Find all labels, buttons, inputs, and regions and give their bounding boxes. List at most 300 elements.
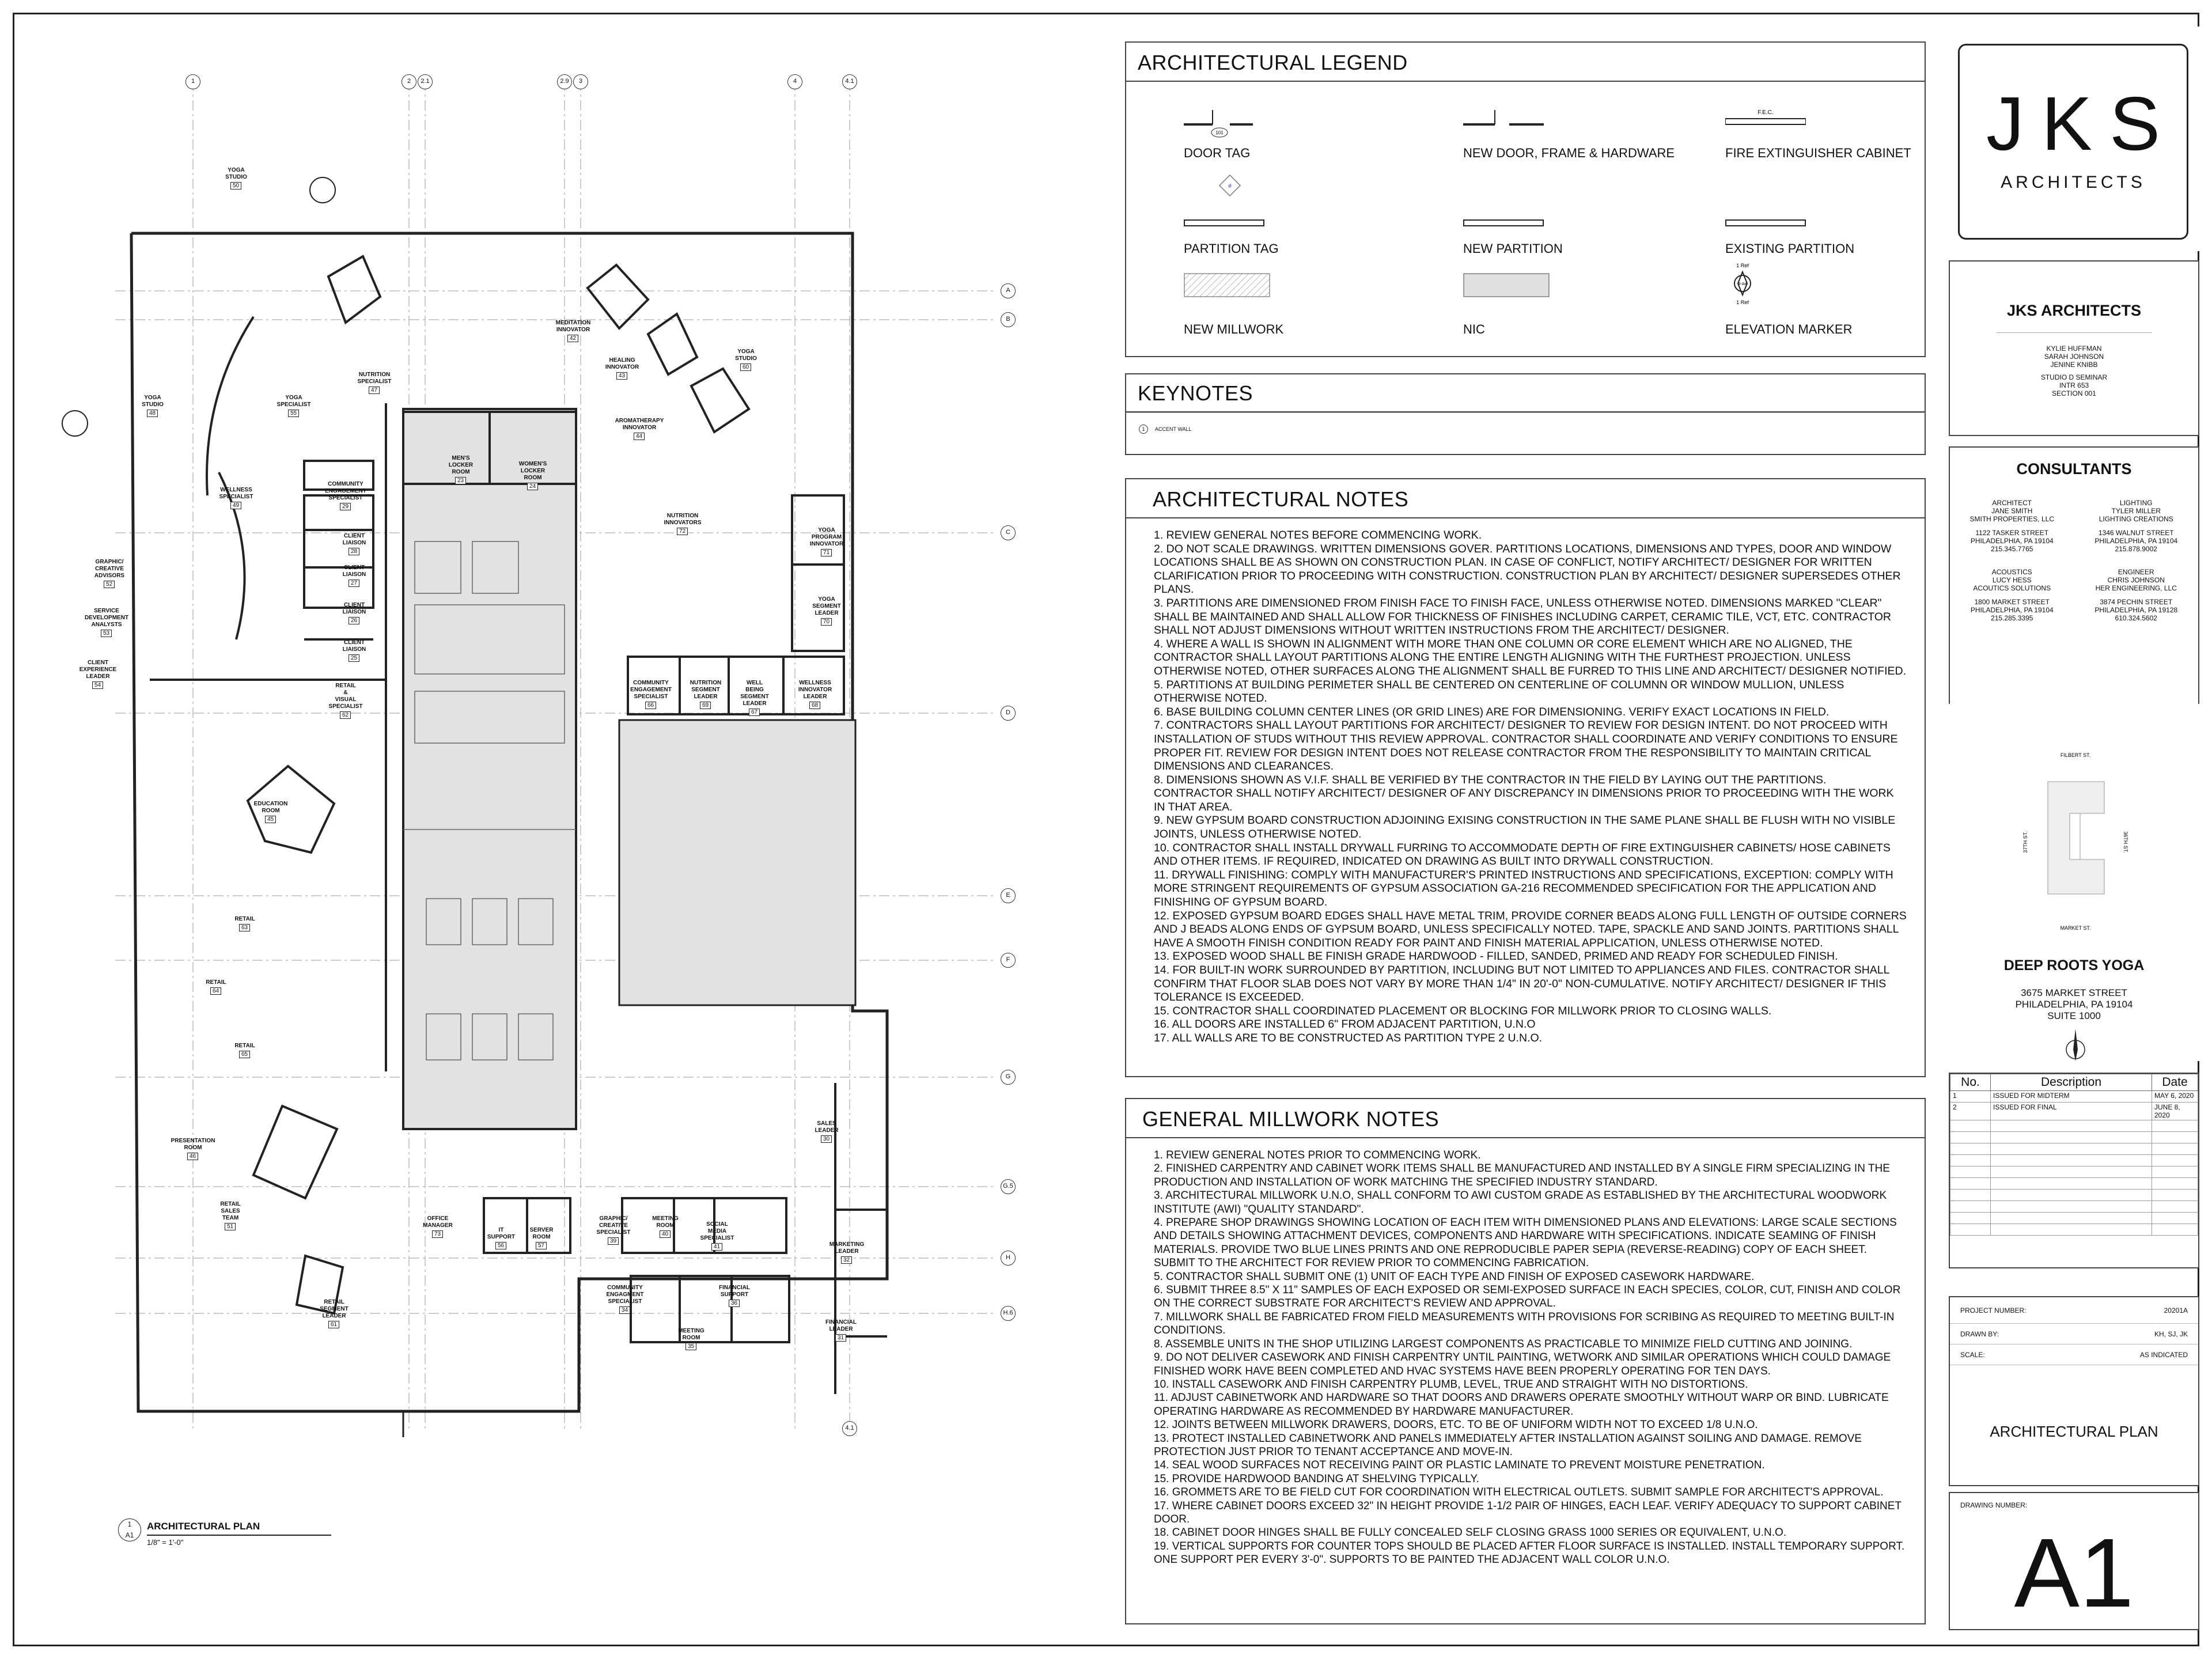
street-south: MARKET ST. (2060, 925, 2091, 931)
keynotes-header (1125, 373, 1926, 412)
consultant-role: LIGHTING (2119, 499, 2153, 507)
room-number: 61 (328, 1321, 339, 1328)
consultant-name: LUCY HESS (1992, 576, 2032, 584)
note-item: 2. FINISHED CARPENTRY AND CABINET WORK ITEMS SHALL BE MANUFACTURED AND INSTALLED BY A SINGLE FIRM SPECIALIZING IN THE PRODUCTION AND INSTALLATION OF WORK MATCHING THE SPECIFIED INDUSTRY STANDARD. (1154, 1162, 1890, 1188)
revision-cell (2152, 1166, 2198, 1178)
room-label: WELLNESS SPECIALIST (219, 487, 253, 500)
room-label: PRESENTATION ROOM (171, 1138, 215, 1151)
revision-cell (1950, 1213, 1991, 1224)
revision-cell (1991, 1120, 2152, 1132)
consultant-entry (1950, 568, 2074, 622)
millwork-notes-list (1126, 1138, 1925, 1573)
revision-cell (1950, 1166, 1991, 1178)
room-label: MEETING ROOM (678, 1328, 704, 1341)
legend-label: FIRE EXTINGUISHER CABINET (1725, 146, 1911, 160)
room-label: HEALING INNOVATOR (605, 357, 639, 370)
room-label: AROMATHERAPY INNOVATOR (615, 418, 664, 431)
room-number: 36 (729, 1300, 740, 1307)
revision-cell (2152, 1155, 2198, 1166)
room-label: CLIENT LIAISON (342, 533, 366, 546)
room-label: RETAIL (234, 916, 255, 922)
legend-label: NEW MILLWORK (1184, 322, 1284, 336)
room-label: MEETING ROOM (652, 1215, 679, 1229)
keynote-number: 1 (1139, 425, 1148, 434)
legend-label: NEW DOOR, FRAME & HARDWARE (1463, 146, 1675, 160)
revision-cell (1991, 1190, 2152, 1201)
note-item: 4. PREPARE SHOP DRAWINGS SHOWING LOCATION OF EACH ITEM WITH DIMENSIONED PLANS AND ELEVATIONS: LARGE SCALE SECTIONS AND DETAILS SHOWING ATTACHMENT DEVICES, COMPONENTS AND HARDWARE WITH SPECIFICATIONS. INDICATE SEAMING OF FINISH MATERIALS. PROVIDE TWO BLUE LINES PRINTS AND ONE REPRODUCIBLE PAPER SEPIA (REVERSE-READING) COPY OF EACH SHEET. SUBMIT TO THE ARCHITECT FOR REVIEW PRIOR TO COMMENCING FABRICATION. (1154, 1217, 1897, 1270)
room-number: 62 (340, 711, 351, 719)
note-item: 5. CONTRACTOR SHALL SUBMIT ONE (1) UNIT OF EACH TYPE AND FINISH OF EXPOSED CASEWORK HARDWARE. (1154, 1270, 1755, 1283)
room-number: 55 (288, 410, 299, 417)
revision-cell: 2 (1950, 1103, 1991, 1120)
revision-cell (2152, 1224, 2198, 1236)
room-label: RETAIL & VISUAL SPECIALIST (328, 683, 363, 710)
revision-row (1950, 1132, 2198, 1143)
room-label: YOGA PROGRAM INNOVATOR (809, 527, 844, 547)
legend-label: ELEVATION MARKER (1725, 322, 1853, 336)
millwork-notes (1125, 1098, 1926, 1624)
project-number-row (1950, 1297, 2198, 1324)
room-number: 69 (700, 702, 711, 709)
revision-cell (1950, 1201, 1991, 1213)
room-number: 44 (634, 433, 645, 440)
room-label: NUTRITION INNOVATORS (664, 513, 702, 526)
elevation-ref-mid: #-A# (1738, 282, 1747, 286)
new-door-symbol (1463, 107, 1544, 130)
grid-bubble-col: 2 (402, 74, 416, 89)
consultant-city: PHILADELPHIA, PA 19104 (1970, 606, 2054, 614)
consultant-company: SMITH PROPERTIES, LLC (1969, 515, 2054, 523)
consultant-company: HER ENGINEERING, LLC (2095, 584, 2177, 592)
drawn-by: KH, SJ, JK (2154, 1330, 2188, 1338)
scale-label: SCALE: (1960, 1350, 1985, 1359)
course-line: STUDIO D SEMINAR (2040, 373, 2108, 381)
grid-bubble-row: H (1001, 1251, 1016, 1266)
room-number: 54 (92, 681, 103, 689)
note-item: 5. PARTITIONS AT BUILDING PERIMETER SHALL BE CENTERED ON CENTERLINE OF COLUMNN OR WINDOW MULLION, UNLESS OTHERWISE NOTED. (1154, 678, 1844, 705)
room-number: 72 (677, 528, 688, 535)
room-number: 53 (101, 630, 112, 637)
note-item: 15. PROVIDE HARDWOOD BANDING AT SHELVING TYPICALLY. (1154, 1472, 1479, 1485)
room-number: 68 (809, 702, 820, 709)
note-item: 1. REVIEW GENERAL NOTES PRIOR TO COMMENCING WORK. (1154, 1149, 1481, 1161)
revision-cell: MAY 6, 2020 (2152, 1091, 2198, 1103)
grid-bubble-row: D (1001, 706, 1016, 721)
room-number: 56 (495, 1242, 506, 1249)
site-key-plan (2018, 750, 2133, 934)
room-label: WOMEN'S LOCKER ROOM (518, 461, 547, 481)
project-address: SUITE 1000 (2047, 1010, 2101, 1021)
room-label: SERVER ROOM (529, 1227, 554, 1240)
grid-bubble-row: F (1001, 953, 1016, 968)
revision-cell (1950, 1190, 1991, 1201)
note-item: 17. WHERE CABINET DOORS EXCEED 32" IN HEIGHT PROVIDE 1-1/2 PAIR OF HINGES, EACH LEAF. VERIFY ADEQUACY TO SUPPORT CABINET DOOR. (1154, 1499, 1902, 1525)
consultant-street: 1800 MARKET STREET (1974, 598, 2050, 606)
revision-cell (2152, 1178, 2198, 1190)
room-number: 67 (749, 709, 760, 716)
revision-cell (1950, 1178, 1991, 1190)
note-item: 19. VERTICAL SUPPORTS FOR COUNTER TOPS SHOULD BE PLACED AFTER FLOOR SURFACE IS INSTALLED. INSTALL TEMPORARY SUPPORT. ONE SUPPORT PER EVERY 3'-0". SUPPORTS TO BE PAINTED THE ADJACENT WALL COLOR U.N.O. (1154, 1540, 1905, 1566)
room-number: 30 (821, 1135, 832, 1143)
revision-block (1949, 1073, 2199, 1268)
note-item: 11. ADJUST CABINETWORK AND HARDWARE SO THAT DOORS AND DRAWERS OPERATE SMOOTHLY WITHOUT WARP OR BIND. LUBRICATE OPERATING HARDWARE AS RECOMMENDED BY HARDWARE MANUFACTURER. (1154, 1392, 1889, 1418)
legend-label: PARTITION TAG (1184, 241, 1279, 256)
note-item: 3. PARTITIONS ARE DIMENSIONED FROM FINISH FACE TO FINISH FACE, UNLESS OTHERWISE NOTED. DIMENSIONS MARKED "CLEAR" SHALL BE MAINTAINED AND SHALL ALLOW FOR THICKNESS OF FINISHES INCLUDING CARPET, CERAMIC TILE, VCT, ETC. CONTRACTOR SHALL NOT ADJUST DIMENSIONS WITHOUT WRITTEN INSTRUCTIONS FROM THE ARCHITECT/ DESIGNER. (1154, 596, 1892, 637)
room-label: RETAIL SEGMENT LEADER (320, 1299, 349, 1319)
legend-label: NEW PARTITION (1463, 241, 1563, 256)
room-label: CLIENT LIAISON (342, 602, 366, 615)
rev-header: Date (2152, 1074, 2198, 1091)
room-number: 57 (536, 1242, 547, 1249)
note-item: 12. JOINTS BETWEEN MILLWORK DRAWERS, DOORS, ETC. TO BE OF UNIFORM WIDTH NOT TO EXCEED 1/8 U.N.O. (1154, 1419, 1758, 1431)
room-number: 29 (340, 503, 351, 510)
revision-cell (2152, 1190, 2198, 1201)
course-line: INTR 653 (2059, 381, 2089, 389)
room-label: CLIENT LIAISON (342, 565, 366, 578)
arch-notes-title: ARCHITECTURAL NOTES (1126, 479, 1925, 518)
partition-tag-number: # (1228, 183, 1232, 190)
street-east: 36TH ST. (2123, 831, 2128, 853)
note-item: 4. WHERE A WALL IS SHOWN IN ALIGNMENT WITH MORE THAN ONE COLUMN OR CORE ELEMENT WHICH ARE NO ALIGNED, THE CONTRACTOR SHALL LAYOUT PARTITIONS ALONG THE ENTIRE LENGTH ALIGNING WITH THE FURTHEST PROJECTION. UNLESS OTHERWISE NOTED, OTHER SURFACES ALONG THE ALIGNMENT SHALL BE FURRED TO THIS LINE AND ARCHITECT/ DESIGNER NOTIFIED. (1154, 637, 1907, 677)
grid-bubble-row: C (1001, 525, 1016, 540)
street-west: 37TH ST. (2022, 831, 2028, 853)
room-label: MEDITATION INNOVATOR (555, 320, 591, 333)
door-tag-number: 101 (1215, 130, 1224, 135)
fec-label: F.E.C. (1758, 109, 1774, 116)
note-item: 10. CONTRACTOR SHALL INSTALL DRYWALL FURRING TO ACCOMMODATE DEPTH OF FIRE EXTINGUISHER CABINETS/ HOSE CABINETS AND OTHER ITEMS. IF REQUIRED, INDICATED ON DRAWING AS BUILT INTO DRYWALL CONSTRUCTION. (1154, 841, 1891, 868)
consultant-phone: 610.324.5602 (2115, 614, 2157, 622)
note-item: 13. EXPOSED WOOD SHALL BE FINISH GRADE HARDWOOD - FILLED, SANDED, PRIMED AND READY FOR SCHEDULED FINISH. (1154, 950, 1838, 963)
drawn-by-row (1950, 1324, 2198, 1344)
consultant-role: ENGINEER (2118, 568, 2154, 576)
consultant-entry (2074, 499, 2199, 553)
room-label: YOGA STUDIO (225, 167, 247, 180)
room-number: 28 (349, 548, 359, 555)
consultant-phone: 215.345.7765 (1991, 545, 2033, 553)
room-number: 71 (821, 549, 832, 556)
revision-cell (1991, 1132, 2152, 1143)
project-address: PHILADELPHIA, PA 19104 (2015, 999, 2133, 1010)
room-number: 52 (104, 581, 115, 588)
floor-plan (35, 58, 1129, 1547)
course-line: SECTION 001 (2052, 389, 2096, 397)
revision-cell (1950, 1143, 1991, 1155)
consultant-role: ACOUSTICS (1991, 568, 2032, 576)
room-label: YOGA SPECIALIST (276, 395, 311, 408)
revision-row (1950, 1143, 2198, 1155)
revision-cell (1950, 1120, 1991, 1132)
team-member: JENINE KNIBB (2050, 361, 2098, 369)
room-number: 66 (645, 702, 656, 709)
consultant-name: CHRIS JOHNSON (2107, 576, 2165, 584)
revision-cell (1991, 1166, 2152, 1178)
revision-cell (2152, 1132, 2198, 1143)
grid-bubble-col: 4.1 (842, 1421, 857, 1436)
site-plan-block (1949, 704, 2199, 1061)
note-item: 9. NEW GYPSUM BOARD CONSTRUCTION ADJOINING EXISING CONSTRUCTION IN THE SAME PLANE SHALL BE FLUSH WITH NO VISIBLE JOINTS, UNLESS OTHERWISE NOTED. (1154, 814, 1896, 841)
note-item: 9. DO NOT DELIVER CASEWORK AND FINISH CARPENTRY UNTIL PAINTING, WETWORK AND SIMILAR OPERATIONS WHICH COULD DAMAGE FINISHED WORK HAVE BEEN COMPLETED AND HVAC SYSTEMS HAVE BEEN PROPERLY OPERATING FOR TEN DAYS. (1154, 1351, 1891, 1377)
grid-bubble-col: 3 (573, 74, 588, 89)
room-label: OFFICE MANAGER (423, 1215, 453, 1229)
arch-notes-list (1126, 518, 1925, 1051)
revision-row (1950, 1213, 2198, 1224)
street-north: FILBERT ST. (2060, 752, 2091, 758)
room-number: 26 (349, 617, 359, 624)
room-number: 73 (432, 1230, 443, 1238)
room-label: RETAIL (206, 979, 226, 986)
grid-bubble-col: 2.9 (557, 74, 572, 89)
logo-letters: JKS (1986, 81, 2178, 166)
legend-title: ARCHITECTURAL LEGEND (1126, 43, 1925, 82)
revision-cell: 1 (1950, 1091, 1991, 1103)
room-label: IT SUPPORT (487, 1227, 516, 1240)
consultant-phone: 215.878.9002 (2115, 545, 2157, 553)
room-label: NUTRITION SPECIALIST (357, 372, 392, 385)
firm-name: JKS ARCHITECTS (2006, 302, 2142, 319)
note-item: 17. ALL WALLS ARE TO BE CONSTRUCTED AS PARTITION TYPE 2 U.N.O. (1154, 1031, 1543, 1044)
note-item: 6. SUBMIT THREE 8.5" X 11" SAMPLES OF EACH EXPOSED OR SEMI-EXPOSED SURFACE IN EACH SPECIES, COLOR, CUT, FINISH AND COLOR ON THE CORRECT SUBSTRATE FOR ARCHITECT'S REVIEW AND APPROVAL. (1154, 1284, 1901, 1310)
north-arrow-icon (2064, 1027, 2087, 1067)
plan-scale: 1/8" = 1'-0" (147, 1538, 184, 1547)
note-item: 10. INSTALL CASEWORK AND FINISH CARPENTRY PLUMB, LEVEL, TRUE AND STRAIGHT WITH NO DISTORTIONS. (1154, 1378, 1748, 1391)
room-number: 27 (349, 579, 359, 587)
room-label: FINANCIAL LEADER (825, 1319, 857, 1332)
revision-cell (1950, 1132, 1991, 1143)
revision-cell: ISSUED FOR MIDTERM (1991, 1091, 2152, 1103)
revision-cell (1991, 1201, 2152, 1213)
view-sheet-ref: A1 (125, 1531, 134, 1539)
note-item: 8. DIMENSIONS SHOWN AS V.I.F. SHALL BE VERIFIED BY THE CONTRACTOR IN THE FIELD BY LAYING OUT THE PARTITIONS. CONTRACTOR SHALL NOTIFY ARCHITECT/ DESIGNER OF ANY DISCREPANCY IN DIMENSIONS PRIOR TO PROCEEDING WITH THE WORK IN THAT AREA. (1154, 773, 1894, 813)
architectural-notes (1125, 478, 1926, 1077)
revision-cell: JUNE 8, 2020 (2152, 1103, 2198, 1120)
consultant-entry (1950, 499, 2074, 553)
partition-line-symbol (1184, 218, 1264, 228)
note-item: 18. CABINET DOOR HINGES SHALL BE FULLY CONCEALED SELF CLOSING GRASS 1000 SERIES OR EQUIVALENT, U.N.O. (1154, 1527, 1787, 1539)
drawn-by-label: DRAWN BY: (1960, 1330, 1999, 1338)
room-number: 47 (369, 387, 380, 394)
consultant-role: ARCHITECT (1992, 499, 2032, 507)
logo-subtitle: ARCHITECTS (2001, 173, 2146, 192)
new-partition-symbol (1463, 218, 1544, 228)
rev-header: No. (1950, 1074, 1991, 1091)
room-number: 25 (349, 654, 359, 662)
note-item: 13. PROTECT INSTALLED CABINETWORK AND PANELS IMMEDIATELY AFTER INSTALLATION AGAINST SOILING AND DAMAGE. REMOVE PROTECTION JUST PRIOR TO TENANT ACCEPTANCE AND MOVE-IN. (1154, 1432, 1862, 1458)
consultant-city: PHILADELPHIA, PA 19104 (1970, 537, 2054, 545)
millwork-notes-title: GENERAL MILLWORK NOTES (1126, 1099, 1925, 1138)
note-item: 7. CONTRACTORS SHALL LAYOUT PARTITIONS FOR ARCHITECT/ DESIGNER TO REVIEW FOR DESIGN INTENT. DO NOT PROCEED WITH INSTALLATION OF STUDS WITHOUT THIS REVIEW APPROVAL. CONTRACTOR SHALL COORDINATE AND VERIFY CONDITIONS TO ENSURE PROPER FIT. REVIEW FOR DESIGN INTENT DOES NOT RELEASE CONTRACTOR FROM THE RESPONSIBILITY TO MAINTAIN CRITICAL DIMENSIONS AND CLEARANCES. (1154, 719, 1898, 773)
room-label: SOCIAL MEDIA SPECIALIST (700, 1221, 734, 1241)
revision-row (1950, 1190, 2198, 1201)
room-label: WELL BEING SEGMENT LEADER (740, 680, 769, 707)
room-label: GRAPHIC/ CREATIVE SPECIALIST (596, 1215, 631, 1236)
grid-bubble-row: G (1001, 1070, 1016, 1085)
keynote-item (1139, 425, 1192, 434)
room-number: 45 (265, 816, 276, 823)
room-number: 23 (455, 477, 466, 484)
revision-cell (2152, 1120, 2198, 1132)
revision-row (1950, 1091, 2198, 1103)
plan-title-block (125, 1520, 331, 1547)
team-member: KYLIE HUFFMAN (2046, 344, 2102, 353)
scale-value: AS INDICATED (2139, 1350, 2188, 1359)
note-item: 11. DRYWALL FINISHING: COMPLY WITH MANUFACTURER'S PRINTED INSTRUCTIONS AND SPECIFICATIONS, EXCEPTION: COMPLY WITH MORE STRINGENT REQUIREMENTS OF GYPSUM ASSOCIATION GA-216 RECOMMENDED SPECIFICATION FOR THE APPLICATION AND FINISHING OF GYPSUM BOARD. (1154, 868, 1893, 909)
grid-bubble-row: E (1001, 888, 1016, 903)
nic-symbol (1463, 273, 1550, 297)
room-number: 50 (230, 182, 241, 190)
existing-partition-symbol (1725, 218, 1806, 228)
note-item: 3. ARCHITECTURAL MILLWORK U.N.O, SHALL CONFORM TO AWI CUSTOM GRADE AS ESTABLISHED BY THE ARCHITECTURAL WOODWORK INSTITUTE (AWI) "QUALITY STANDARD". (1154, 1190, 1887, 1215)
room-label: EDUCATION ROOM (253, 801, 288, 814)
consultant-street: 1346 WALNUT STREET (2098, 529, 2174, 537)
note-item: 8. ASSEMBLE UNITS IN THE SHOP UTILIZING LARGEST COMPONENTS AS PRACTICABLE TO MINIMIZE FIELD CUTTING AND JOINING. (1154, 1338, 1853, 1350)
consultant-company: ACOUTICS SOLUTIONS (1973, 584, 2051, 592)
room-label: FINANCIAL SUPPORT (719, 1285, 750, 1298)
room-label: YOGA STUDIO (735, 349, 757, 362)
grid-bubble-col: 2.1 (418, 74, 433, 89)
drawing-number-label: DRAWING NUMBER: (1960, 1501, 2028, 1509)
grid-bubble-col: 1 (185, 74, 200, 89)
revision-row (1950, 1201, 2198, 1213)
elevation-marker-symbol (1725, 262, 1760, 308)
revision-cell (1950, 1155, 1991, 1166)
revision-cell (2152, 1213, 2198, 1224)
room-label: SALES LEADER (815, 1120, 839, 1134)
floor-plan-drawing (35, 58, 1129, 1509)
note-item: 2. DO NOT SCALE DRAWINGS. WRITTEN DIMENSIONS GOVER. PARTITIONS LOCATIONS, DIMENSIONS AND TYPES, DOOR AND WINDOW LOCATIONS SHALL BE AS SHOWN ON CONSTRUCTION PLAN. IN CASE OF CONFLICT, NOTIFY ARCHITECT/ DESIGNER FOR WRITTEN CLARIFICATION PRIOR TO PROCEEDING WITH CONSTRUCTION. CONSTRUCTION PLAN BY ARCHITECT/ DESIGNER SUPERSEDES OTHER PLANS. (1154, 542, 1901, 596)
consultant-street: 3874 PECHIN STREET (2100, 598, 2173, 606)
revision-row (1950, 1120, 2198, 1132)
consultant-name: TYLER MILLER (2111, 507, 2161, 515)
firm-logo (1958, 44, 2188, 240)
revision-cell: ISSUED FOR FINAL (1991, 1103, 2152, 1120)
room-number: 51 (225, 1223, 236, 1230)
door-tag-symbol (1184, 107, 1253, 142)
room-number: 60 (740, 363, 751, 371)
fire-extinguisher-symbol (1725, 107, 1806, 130)
consultant-phone: 215.285.3395 (1991, 614, 2033, 622)
room-label: MEN'S LOCKER ROOM (448, 455, 474, 475)
sheet-title: ARCHITECTURAL PLAN (1990, 1423, 2158, 1440)
room-label: MARKETING LEADER (829, 1241, 865, 1255)
grid-bubble-row: G.5 (1001, 1179, 1016, 1194)
note-item: 6. BASE BUILDING COLUMN CENTER LINES (OR GRID LINES) ARE FOR DIMENSIONING. VERIFY EXACT LOCATIONS IN FIELD. (1154, 705, 1830, 718)
room-label: WELLNESS INNOVATOR LEADER (798, 680, 832, 700)
consultant-name: JANE SMITH (1991, 507, 2033, 515)
room-label: GRAPHIC/ CREATIVE ADVISORS (94, 559, 125, 579)
room-label: NUTRITION SEGMENT LEADER (690, 680, 722, 700)
room-label: YOGA SEGMENT LEADER (812, 596, 841, 616)
revision-cell (1991, 1224, 2152, 1236)
room-label: RETAIL (234, 1043, 255, 1049)
revision-row (1950, 1178, 2198, 1190)
room-number: 32 (841, 1256, 852, 1264)
room-number: 39 (608, 1237, 619, 1245)
firm-info-block (1949, 260, 2199, 436)
room-label: COMMUNITY ENGAGEMENT SPECIALIST (325, 481, 366, 501)
room-number: 24 (527, 483, 538, 490)
room-label: YOGA STUDIO (142, 395, 164, 408)
grid-bubble-row: B (1001, 312, 1016, 327)
consultant-street: 1122 TASKER STREET (1975, 529, 2049, 537)
revision-row (1950, 1103, 2198, 1120)
room-number: 35 (685, 1343, 696, 1350)
room-number: 64 (210, 987, 221, 995)
project-number-label: PROJECT NUMBER: (1960, 1306, 2027, 1315)
revision-cell (2152, 1201, 2198, 1213)
team-member: SARAH JOHNSON (2044, 353, 2104, 361)
firm-logo-block (1949, 26, 2199, 251)
consultants-block (1949, 446, 2199, 723)
grid-bubble-row: H.6 (1001, 1306, 1016, 1321)
room-label: CLIENT EXPERIENCE LEADER (79, 660, 117, 680)
sheet-info-block (1949, 1296, 2199, 1486)
note-item: 12. EXPOSED GYPSUM BOARD EDGES SHALL HAVE METAL TRIM, PROVIDE CORNER BEADS ALONG FULL LENGTH OF OUTSIDE CORNERS AND J BEADS ALONG ENDS OF GYPSUM BOARD, UNLESS SPECIFICALLY NOTED. TAPE, SPACKLE AND SAND JOINTS. PARTITIONS SHALL HAVE A SMOOTH FINISH CONDITION READY FOR PAINT AND FINISH MATERIAL APPLICATION, UNLESS OTHERWISE NOTED. (1154, 909, 1907, 949)
consultant-city: PHILADELPHIA, PA 19104 (2094, 537, 2178, 545)
note-item: 15. CONTRACTOR SHALL COORDINATED PLACEMENT OR BLOCKING FOR MILLWORK PRIOR TO CLOSING WALLS. (1154, 1004, 1772, 1017)
room-label: COMMUNITY ENGAGEMENT SPECIALIST (630, 680, 672, 700)
revision-cell (2152, 1143, 2198, 1155)
revision-table (1950, 1074, 2198, 1236)
note-item: 1. REVIEW GENERAL NOTES BEFORE COMMENCING WORK. (1154, 529, 1482, 541)
revision-cell (1991, 1155, 2152, 1166)
note-item: 14. FOR BUILT-IN WORK SURROUNDED BY PARTITION, INCLUDING BUT NOT LIMITED TO APPLIANCES AND FILES. CONTRACTOR SHALL CONFIRM THAT FLOOR SLAB DOES NOT VARY BY MORE THAN 1/4" IN 20'-0" NON-CUMULATIVE. NOTIFY ARCHITECT/ DESIGNER IF THIS TOLERANCE IS EXCEEDED. (1154, 964, 1889, 1004)
room-label: SERVICE DEVELOPMENT ANALYSTS (84, 608, 129, 628)
view-bubble (118, 1518, 141, 1541)
room-number: 42 (567, 335, 578, 342)
room-number: 63 (239, 924, 250, 931)
project-name: DEEP ROOTS YOGA (2003, 957, 2145, 974)
room-number: 49 (230, 502, 241, 509)
legend-label: EXISTING PARTITION (1725, 241, 1855, 256)
grid-bubble-row: A (1001, 283, 1016, 298)
consultant-entry (2074, 568, 2199, 622)
revision-row (1950, 1224, 2198, 1236)
project-number: 20201A (2164, 1306, 2188, 1315)
rev-header: Description (1991, 1074, 2152, 1091)
room-number: 70 (821, 618, 832, 626)
note-item: 16. ALL DOORS ARE INSTALLED 6" FROM ADJACENT PARTITION, U.N.O (1154, 1018, 1536, 1031)
room-number: 48 (147, 410, 158, 417)
note-item: 14. SEAL WOOD SURFACES NOT RECEIVING PAINT OR PLASTIC LAMINATE TO PREVENT MOISTURE PENETRATION. (1154, 1459, 1765, 1472)
elevation-ref-top: 1 Ref (1736, 263, 1749, 268)
revision-cell (1991, 1178, 2152, 1190)
partition-tag-symbol (1218, 174, 1241, 197)
room-number: 65 (239, 1051, 250, 1058)
keynotes-body (1125, 412, 1926, 455)
revision-cell (1991, 1213, 2152, 1224)
grid-bubble-col: 4.1 (842, 74, 857, 89)
architectural-legend (1125, 41, 1926, 357)
legend-label: DOOR TAG (1184, 146, 1251, 160)
revision-cell (1991, 1143, 2152, 1155)
room-label: RETAIL SALES TEAM (220, 1201, 241, 1221)
room-number: 43 (616, 372, 627, 380)
plan-title: ARCHITECTURAL PLAN (147, 1521, 331, 1536)
room-number: 31 (835, 1334, 846, 1342)
room-number: 46 (187, 1153, 198, 1160)
room-number: 34 (619, 1306, 630, 1314)
revision-row (1950, 1155, 2198, 1166)
keynotes-title: KEYNOTES (1138, 381, 1253, 405)
room-number: 40 (660, 1230, 671, 1238)
room-label: COMMUNITY ENGAGMENT SPECIALIST (606, 1285, 644, 1305)
note-item: 16. GROMMETS ARE TO BE FIELD CUT FOR COORDINATION WITH ELECTRICAL OUTLETS. SUBMIT SAMPLE FOR ARCHITECT'S APPROVAL. (1154, 1486, 1884, 1499)
room-number: 41 (711, 1243, 722, 1251)
drawing-number-block (1949, 1492, 2199, 1630)
project-address: 3675 MARKET STREET (2021, 987, 2127, 998)
consultant-city: PHILADELPHIA, PA 19128 (2094, 606, 2178, 614)
grid-bubble-col: 4 (787, 74, 802, 89)
